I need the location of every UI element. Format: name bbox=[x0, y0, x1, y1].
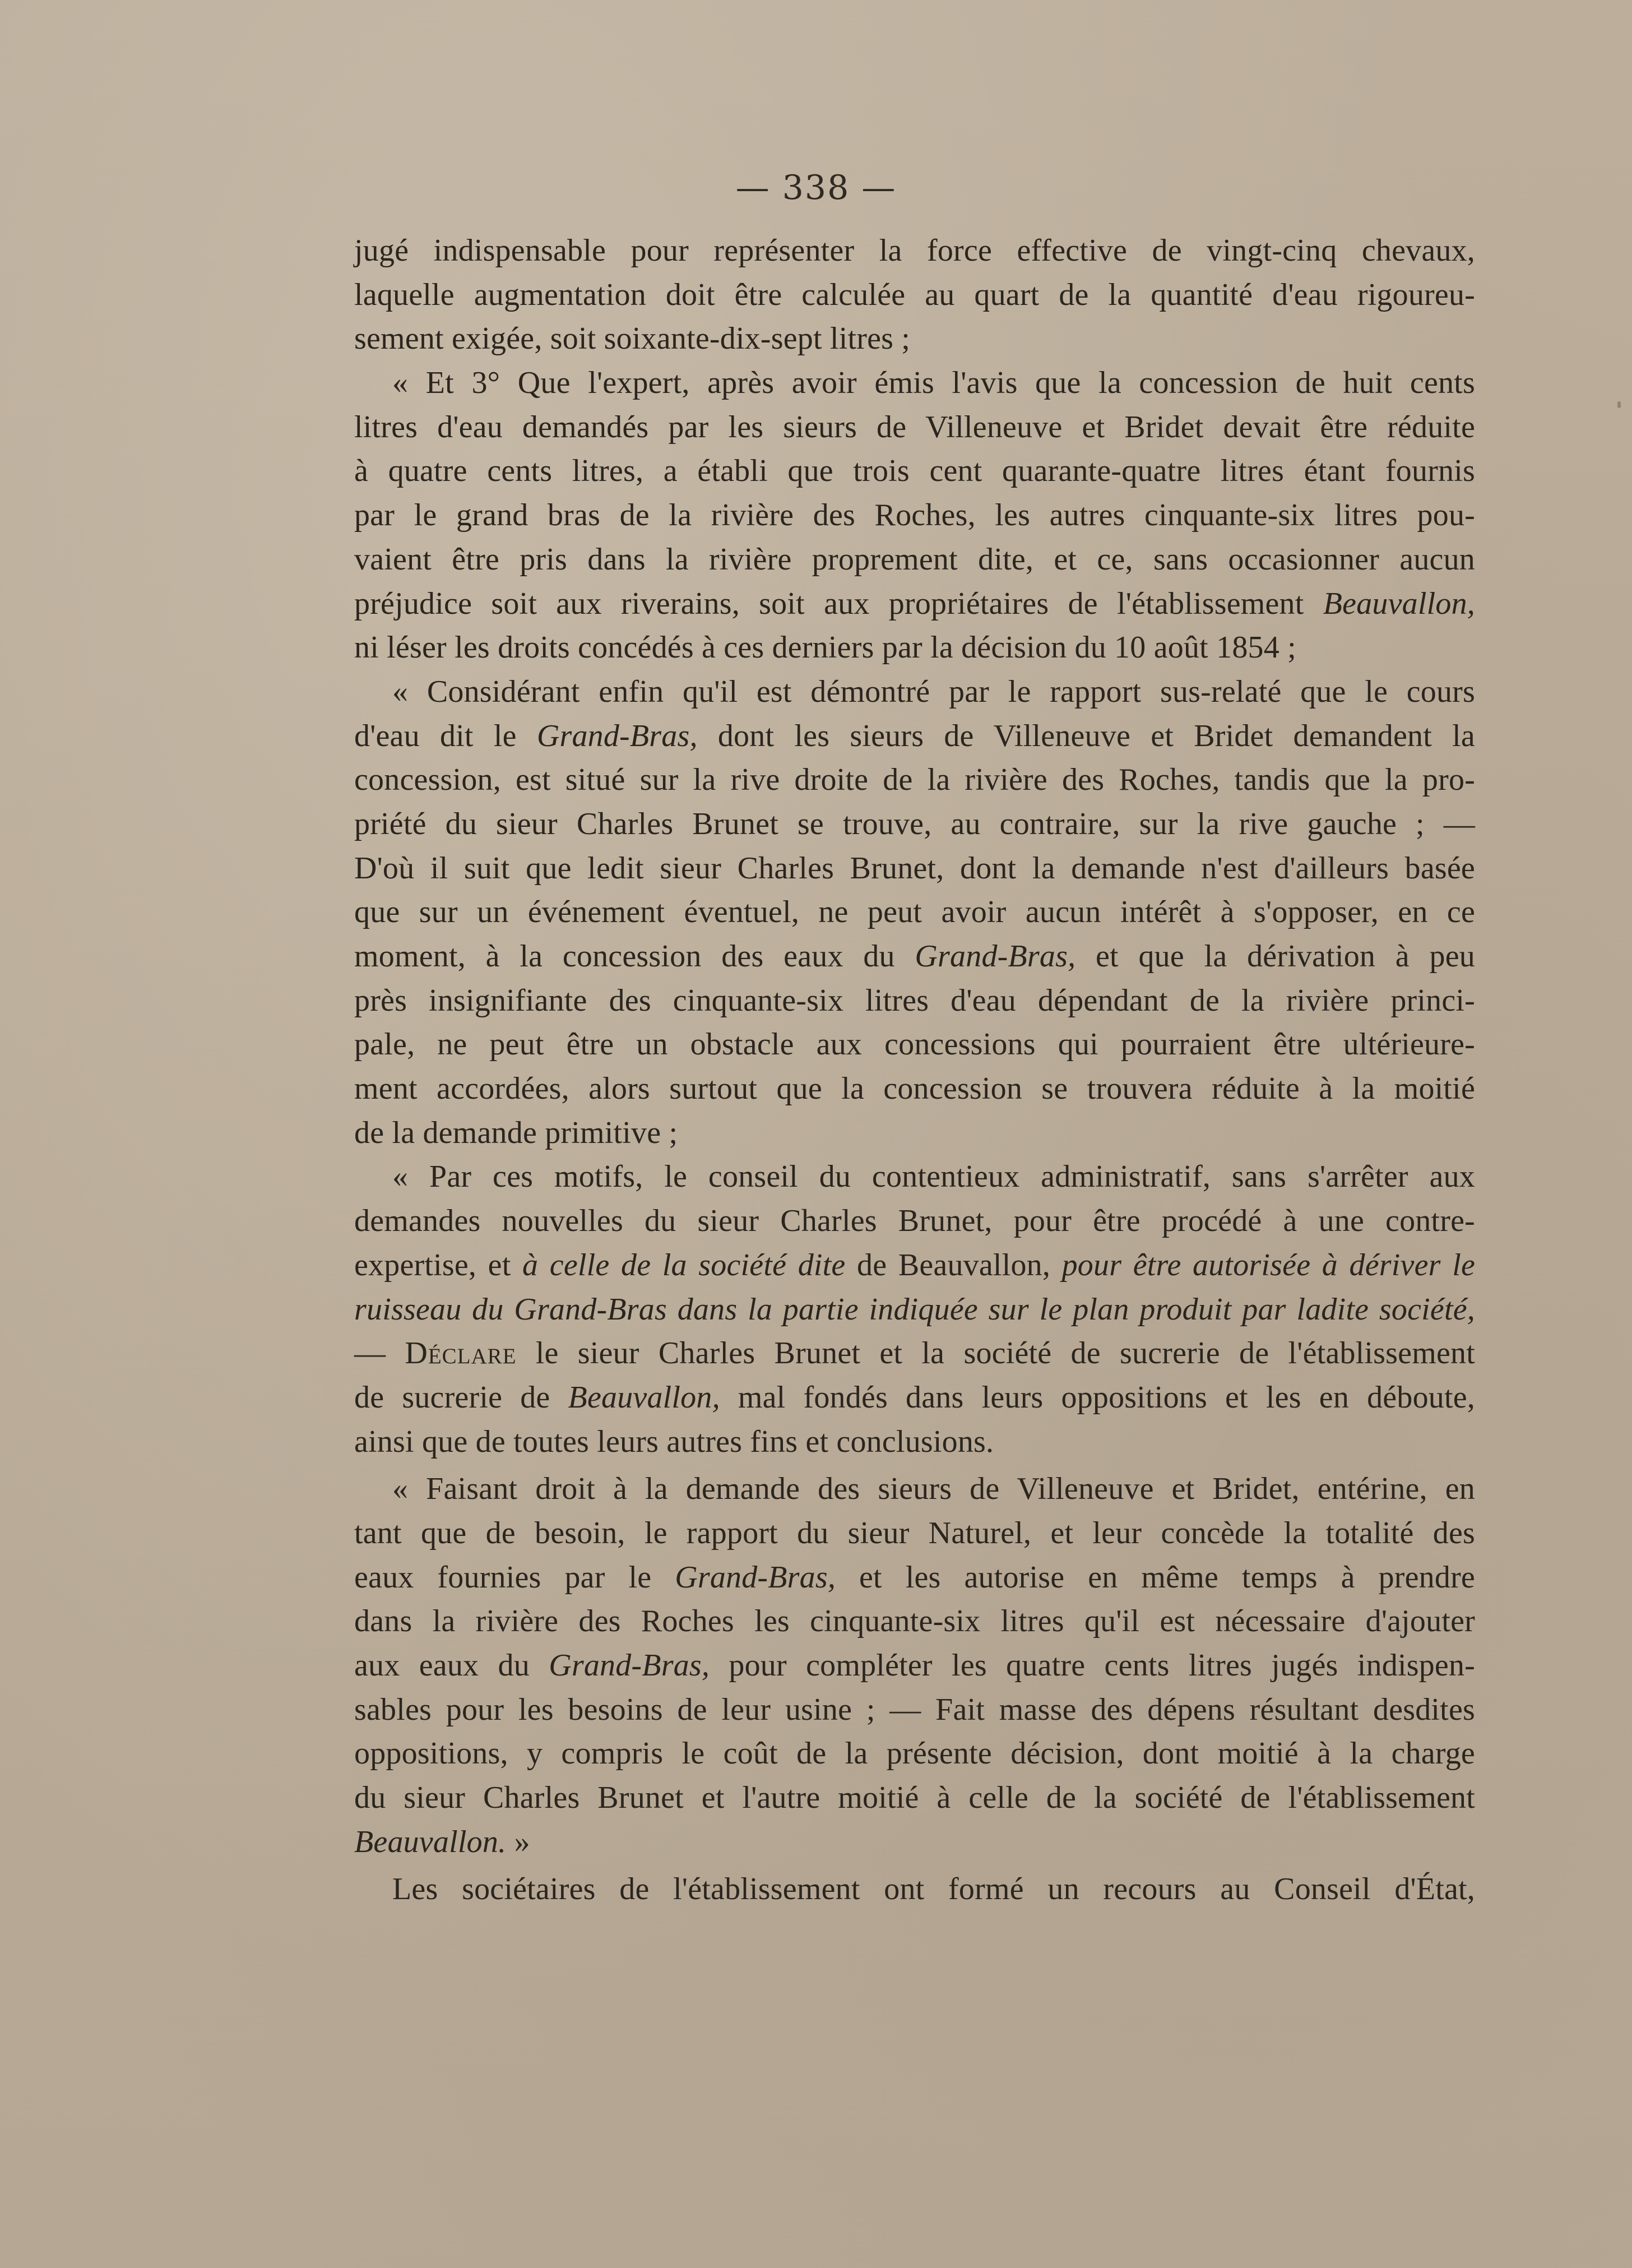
text-line bbox=[354, 758, 1475, 802]
italic-text: Grand-Bras, bbox=[675, 1559, 836, 1595]
text-line bbox=[354, 1867, 1475, 1911]
text-run: ainsi que de toutes leurs autres fins et conclusions. bbox=[354, 1424, 994, 1459]
text-run: par le grand bras de la rivière des Roches, les autres cinquante-six litres pou- bbox=[354, 498, 1475, 533]
text-run: expertise, et bbox=[354, 1247, 523, 1283]
text-line bbox=[354, 979, 1475, 1023]
text-run: aux eaux du bbox=[354, 1648, 549, 1683]
text-run: préjudice soit aux riverains, soit aux propriétaires de l'établissement bbox=[354, 586, 1323, 621]
italic-text: ruisseau du Grand-Bras dans la partie indiquée sur le plan produit par ladite société, bbox=[354, 1292, 1475, 1327]
text-line bbox=[354, 1331, 1475, 1376]
text-run: à quatre cents litres, a établi que trois cent quarante-quatre litres étant fournis bbox=[354, 453, 1475, 489]
text-line bbox=[354, 1376, 1475, 1420]
text-run: jugé indispensable pour représenter la force effective de vingt-cinq chevaux, bbox=[354, 233, 1475, 268]
text-line bbox=[354, 1556, 1475, 1600]
text-run: de la demande primitive ; bbox=[354, 1115, 678, 1150]
text-line bbox=[354, 1243, 1475, 1288]
text-run: sement exigée, soit soixante-dix-sept litres ; bbox=[354, 321, 911, 357]
text-run: vaient être pris dans la rivière proprement dite, et ce, sans occasionner aucun bbox=[354, 541, 1475, 577]
italic-text: pour être autorisée à dériver le bbox=[1061, 1247, 1476, 1283]
text-run: tant que de besoin, le rapport du sieur Naturel, et leur concède la totalité des bbox=[354, 1515, 1475, 1550]
text-line bbox=[354, 273, 1475, 317]
text-run: Les sociétaires de l'établissement ont formé un recours au Conseil d'État, bbox=[392, 1872, 1475, 1907]
text-line bbox=[354, 582, 1475, 626]
text-run: du sieur Charles Brunet et l'autre moitié à celle de la société de l'établissement bbox=[354, 1780, 1475, 1816]
text-run: — bbox=[354, 1336, 405, 1371]
text-run: dont les sieurs de Villeneuve et Bridet demandent la bbox=[697, 718, 1475, 753]
text-run: oppositions, y compris le coût de la présente décision, dont moitié à la charge bbox=[354, 1736, 1475, 1771]
text-line bbox=[354, 1288, 1475, 1332]
text-run: mal fondés dans leurs oppositions et les en déboute, bbox=[720, 1380, 1475, 1415]
text-run: et que la dérivation à peu bbox=[1075, 939, 1475, 974]
text-line bbox=[354, 934, 1475, 979]
text-line bbox=[354, 1732, 1475, 1776]
text-line bbox=[354, 1022, 1475, 1067]
text-line bbox=[354, 1067, 1475, 1111]
text-run: sables pour les besoins de leur usine ; — Fait masse des dépens résultant desdites bbox=[354, 1692, 1475, 1727]
body-text bbox=[354, 229, 1475, 1911]
text-run: pour compléter les quatre cents litres jugés indispen- bbox=[710, 1648, 1476, 1683]
text-run: « Par ces motifs, le conseil du contentieux administratif, sans s'arrêter aux bbox=[392, 1159, 1475, 1195]
text-run: ni léser les droits concédés à ces derniers par la décision du 10 août 1854 ; bbox=[354, 630, 1296, 665]
text-line bbox=[354, 1467, 1475, 1511]
text-line bbox=[354, 846, 1475, 891]
text-run: laquelle augmentation doit être calculée au quart de la quantité d'eau rigoureu- bbox=[354, 277, 1475, 312]
text-run: de sucrerie de bbox=[354, 1380, 568, 1415]
text-line bbox=[354, 1688, 1475, 1732]
text-line bbox=[354, 1644, 1475, 1688]
text-run: ment accordées, alors surtout que la concession se trouvera réduite à la moitié bbox=[354, 1071, 1475, 1107]
text-run: moment, à la concession des eaux du bbox=[354, 939, 915, 974]
text-run: et les autorise en même temps à prendre bbox=[836, 1559, 1475, 1595]
text-line bbox=[354, 1511, 1475, 1556]
text-run: priété du sieur Charles Brunet se trouve, au contraire, sur la rive gauche ; — bbox=[354, 806, 1475, 841]
text-run: près insignifiante des cinquante-six litres d'eau dépendant de la rivière princi- bbox=[354, 983, 1475, 1018]
italic-text: Beauvallon. bbox=[354, 1824, 507, 1859]
text-run: « Faisant droit à la demande des sieurs de Villeneuve et Bridet, entérine, en bbox=[392, 1471, 1475, 1507]
text-line bbox=[354, 493, 1475, 538]
text-run: » bbox=[506, 1824, 530, 1859]
text-line bbox=[354, 1199, 1475, 1243]
text-line bbox=[354, 714, 1475, 758]
text-run: D'où il suit que ledit sieur Charles Brunet, dont la demande n'est d'ailleurs basée bbox=[354, 850, 1475, 886]
page-number: — 338 — bbox=[735, 168, 897, 207]
text-line bbox=[354, 538, 1475, 582]
text-line bbox=[354, 802, 1475, 846]
italic-text: Beauvallon, bbox=[568, 1380, 720, 1415]
text-line bbox=[354, 670, 1475, 714]
small-caps-text: Déclare bbox=[405, 1336, 517, 1371]
text-line bbox=[354, 1776, 1475, 1820]
text-line bbox=[354, 361, 1475, 405]
italic-text: Beauvallon, bbox=[1323, 586, 1475, 621]
text-run: de Beauvallon, bbox=[845, 1247, 1062, 1283]
text-run: concession, est situé sur la rive droite de la rivière des Roches, tandis que la pro- bbox=[354, 762, 1475, 798]
italic-text: Grand-Bras, bbox=[549, 1648, 710, 1683]
italic-text: à celle de la société dite bbox=[522, 1247, 846, 1283]
text-line bbox=[354, 317, 1475, 361]
italic-text: Grand-Bras, bbox=[915, 939, 1076, 974]
italic-text: Grand-Bras, bbox=[536, 718, 698, 753]
text-line bbox=[354, 1420, 1475, 1464]
text-run: litres d'eau demandés par les sieurs de Villeneuve et Bridet devait être réduite bbox=[354, 409, 1475, 445]
text-line bbox=[354, 626, 1475, 670]
text-line bbox=[354, 1111, 1475, 1155]
text-line bbox=[354, 1599, 1475, 1644]
text-run: dans la rivière des Roches les cinquante-six litres qu'il est nécessaire d'ajouter bbox=[354, 1604, 1475, 1639]
text-line bbox=[354, 229, 1475, 273]
text-run: le sieur Charles Brunet et la société de sucrerie de l'établissement bbox=[516, 1336, 1475, 1371]
text-line bbox=[354, 1820, 1475, 1864]
text-run: « Considérant enfin qu'il est démontré par le rapport sus-relaté que le cours bbox=[392, 674, 1475, 709]
text-run: eaux fournies par le bbox=[354, 1559, 675, 1595]
text-line bbox=[354, 449, 1475, 493]
text-run: que sur un événement éventuel, ne peut avoir aucun intérêt à s'opposer, en ce bbox=[354, 895, 1475, 930]
text-line bbox=[354, 1155, 1475, 1199]
ink-speck bbox=[1617, 401, 1621, 408]
text-line bbox=[354, 405, 1475, 450]
text-run: demandes nouvelles du sieur Charles Brunet, pour être procédé à une contre- bbox=[354, 1204, 1475, 1239]
text-run: « Et 3° Que l'expert, après avoir émis l'avis que la concession de huit cents bbox=[392, 365, 1475, 401]
text-run: pale, ne peut être un obstacle aux concessions qui pourraient être ultérieure- bbox=[354, 1027, 1475, 1062]
text-run: d'eau dit le bbox=[354, 718, 537, 753]
text-line bbox=[354, 890, 1475, 934]
